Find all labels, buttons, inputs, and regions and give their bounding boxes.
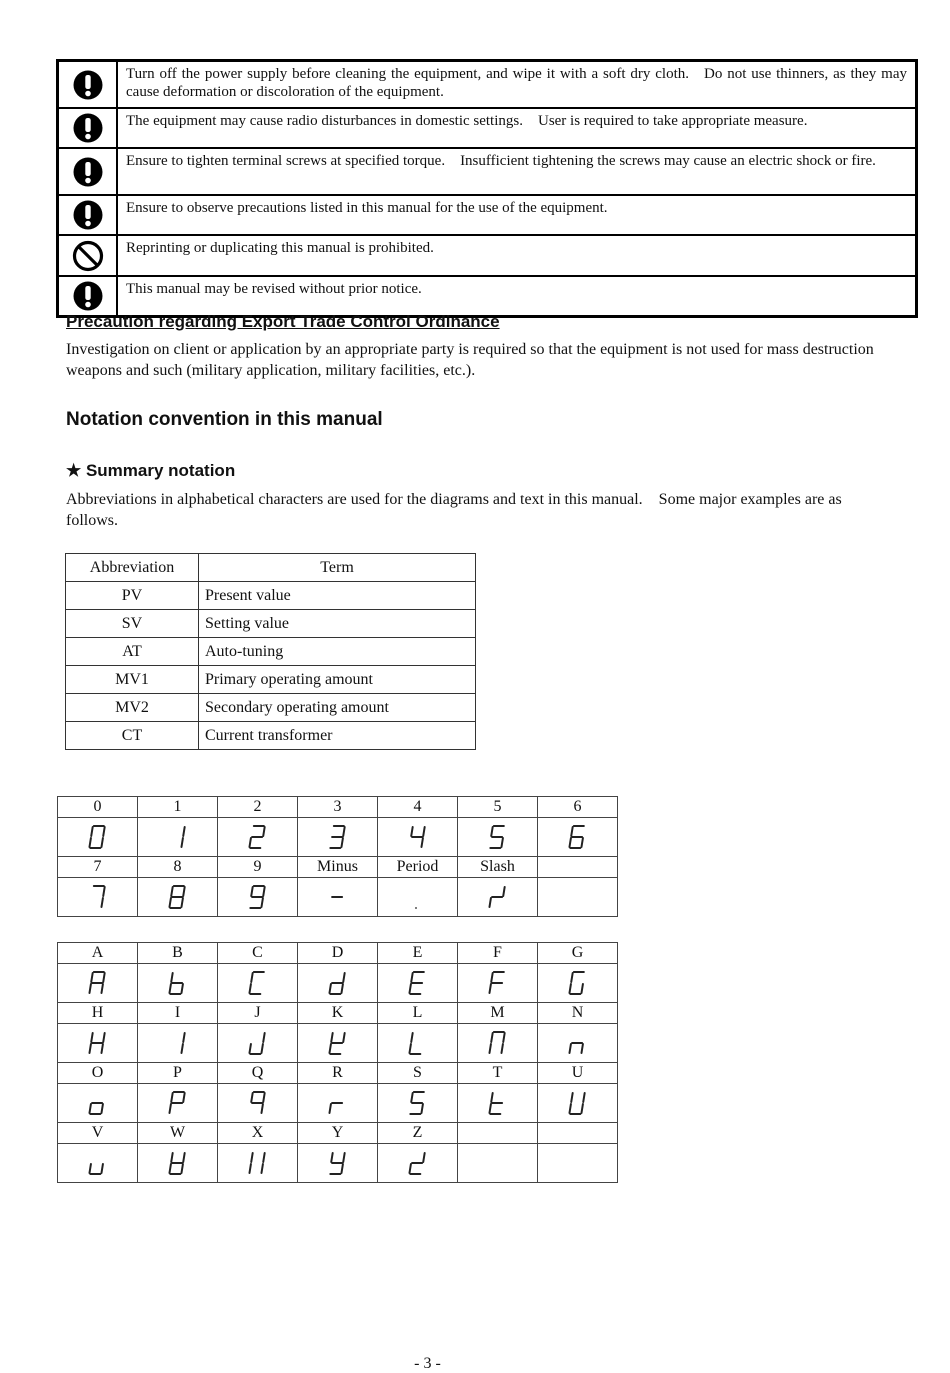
- seg-glyph: [218, 1144, 298, 1183]
- char-label: H: [58, 1003, 138, 1024]
- char-label: C: [218, 943, 298, 964]
- abbreviation-cell: MV2: [66, 694, 199, 722]
- column-header: Term: [199, 554, 476, 582]
- char-label: X: [218, 1123, 298, 1144]
- label-row: [58, 943, 618, 964]
- char-label: 2: [218, 797, 298, 818]
- table-row: [66, 666, 476, 694]
- seg-glyph: [138, 964, 218, 1003]
- table-row: [66, 638, 476, 666]
- seg-glyph: [58, 1084, 138, 1123]
- seg-glyph: [298, 878, 378, 917]
- char-label: Q: [218, 1063, 298, 1084]
- seg-glyph: [298, 1144, 378, 1183]
- abbreviation-cell: MV1: [66, 666, 199, 694]
- seg-glyph: [58, 1024, 138, 1063]
- seg-glyph: [138, 1024, 218, 1063]
- mandatory-icon: [58, 195, 118, 235]
- precaution-text: Ensure to observe precautions listed in this manual for the use of the equipment.: [117, 195, 917, 235]
- term-cell: Present value: [199, 582, 476, 610]
- seg-glyph: [538, 1024, 618, 1063]
- char-label: O: [58, 1063, 138, 1084]
- seg-glyph: [538, 964, 618, 1003]
- seg-glyph: [538, 1084, 618, 1123]
- char-label: A: [58, 943, 138, 964]
- seg-glyph: [458, 878, 538, 917]
- char-label: K: [298, 1003, 378, 1024]
- precaution-row: [58, 148, 917, 195]
- seg-glyph: [458, 818, 538, 857]
- term-cell: Secondary operating amount: [199, 694, 476, 722]
- label-row: [58, 1063, 618, 1084]
- char-label: 5: [458, 797, 538, 818]
- char-label: L: [378, 1003, 458, 1024]
- char-label: 6: [538, 797, 618, 818]
- abbreviation-table: [65, 553, 476, 750]
- precaution-row: [58, 108, 917, 148]
- seg-glyph: [378, 818, 458, 857]
- seg-glyph: [378, 1144, 458, 1183]
- seg-glyph: [538, 1144, 618, 1183]
- char-label: N: [538, 1003, 618, 1024]
- seg-glyph: [458, 1144, 538, 1183]
- char-label: [538, 1123, 618, 1144]
- seg-glyph: [138, 818, 218, 857]
- char-label: P: [138, 1063, 218, 1084]
- precaution-text: Reprinting or duplicating this manual is prohibited.: [117, 235, 917, 276]
- char-label: B: [138, 943, 218, 964]
- glyph-row: [58, 878, 618, 917]
- numeric-display-table: [57, 796, 618, 917]
- char-label: W: [138, 1123, 218, 1144]
- mandatory-icon: [58, 148, 118, 195]
- export-body: Investigation on client or application by an appropriate party is required so that the equipment is not used for mass destruction weapons and such (military application, military facilities, etc.).: [66, 341, 874, 379]
- term-cell: Current transformer: [199, 722, 476, 750]
- table-row: [66, 610, 476, 638]
- char-label: S: [378, 1063, 458, 1084]
- precaution-row: [58, 235, 917, 276]
- char-label: D: [298, 943, 378, 964]
- glyph-row: [58, 964, 618, 1003]
- seg-glyph: [58, 878, 138, 917]
- table-header-row: [66, 554, 476, 582]
- mandatory-icon: [58, 61, 118, 109]
- seg-glyph: [298, 818, 378, 857]
- char-label: U: [538, 1063, 618, 1084]
- seg-glyph: [138, 878, 218, 917]
- precaution-row: [58, 276, 917, 317]
- mandatory-icon: [58, 108, 118, 148]
- label-row: [58, 1003, 618, 1024]
- label-row: [58, 1123, 618, 1144]
- char-label: G: [538, 943, 618, 964]
- seg-glyph: [218, 964, 298, 1003]
- notation-heading: Notation convention in this manual: [66, 409, 383, 430]
- seg-glyph: [58, 964, 138, 1003]
- precaution-text: Turn off the power supply before cleaning the equipment, and wipe it with a soft dry cloth. Do not use thinners, as they may cause deformation or discoloration of the equipment.: [117, 61, 917, 109]
- char-label: 3: [298, 797, 378, 818]
- char-label: [458, 1123, 538, 1144]
- summary-heading: ★ Summary notation: [66, 461, 236, 480]
- seg-glyph: [218, 1084, 298, 1123]
- precaution-text: The equipment may cause radio disturbances in domestic settings. User is required to take appropriate measure.: [117, 108, 917, 148]
- seg-glyph: [458, 964, 538, 1003]
- char-label: 4: [378, 797, 458, 818]
- seg-glyph: [58, 1144, 138, 1183]
- char-label: V: [58, 1123, 138, 1144]
- term-cell: Primary operating amount: [199, 666, 476, 694]
- char-label: F: [458, 943, 538, 964]
- seg-glyph: [138, 1084, 218, 1123]
- glyph-row: [58, 1024, 618, 1063]
- abbreviation-cell: CT: [66, 722, 199, 750]
- abbreviation-cell: SV: [66, 610, 199, 638]
- seg-glyph: [378, 1084, 458, 1123]
- seg-glyph: [298, 1084, 378, 1123]
- term-cell: Setting value: [199, 610, 476, 638]
- seg-glyph: [458, 1024, 538, 1063]
- label-row: [58, 797, 618, 818]
- table-row: [66, 582, 476, 610]
- precaution-row: [58, 195, 917, 235]
- abbreviation-cell: PV: [66, 582, 199, 610]
- char-label: R: [298, 1063, 378, 1084]
- seg-glyph: [378, 964, 458, 1003]
- precaution-row: [58, 61, 917, 109]
- prohibited-icon: [58, 235, 118, 276]
- precaution-table: [56, 59, 918, 318]
- char-label: Y: [298, 1123, 378, 1144]
- glyph-row: [58, 1084, 618, 1123]
- table-row: [66, 694, 476, 722]
- precaution-text: Ensure to tighten terminal screws at specified torque. Insufficient tightening the screws may cause an electric shock or fire.: [117, 148, 917, 195]
- column-header: Abbreviation: [66, 554, 199, 582]
- seg-glyph: [218, 818, 298, 857]
- char-label: Period: [378, 857, 458, 878]
- char-label: T: [458, 1063, 538, 1084]
- seg-glyph: [378, 1024, 458, 1063]
- page-number: - 3 -: [414, 1355, 441, 1372]
- seg-glyph: [58, 818, 138, 857]
- char-label: 8: [138, 857, 218, 878]
- label-row: [58, 857, 618, 878]
- seg-glyph: [378, 878, 458, 917]
- summary-body: Abbreviations in alphabetical characters are used for the diagrams and text in this manual. Some major examples are as follows.: [66, 491, 842, 529]
- char-label: Z: [378, 1123, 458, 1144]
- seg-glyph: [218, 878, 298, 917]
- char-label: M: [458, 1003, 538, 1024]
- seg-glyph: [458, 1084, 538, 1123]
- char-label: 9: [218, 857, 298, 878]
- table-row: [66, 722, 476, 750]
- seg-glyph: [538, 878, 618, 917]
- char-label: [538, 857, 618, 878]
- abbreviation-cell: AT: [66, 638, 199, 666]
- term-cell: Auto-tuning: [199, 638, 476, 666]
- seg-glyph: [298, 964, 378, 1003]
- seg-glyph: [218, 1024, 298, 1063]
- char-label: 1: [138, 797, 218, 818]
- char-label: I: [138, 1003, 218, 1024]
- mandatory-icon: [58, 276, 118, 317]
- char-label: E: [378, 943, 458, 964]
- char-label: 0: [58, 797, 138, 818]
- char-label: Slash: [458, 857, 538, 878]
- glyph-row: [58, 1144, 618, 1183]
- export-heading: Precaution regarding Export Trade Control Ordinance: [66, 312, 500, 331]
- glyph-row: [58, 818, 618, 857]
- alphabet-display-table: [57, 942, 618, 1183]
- precaution-text: This manual may be revised without prior notice.: [117, 276, 917, 317]
- char-label: 7: [58, 857, 138, 878]
- seg-glyph: [138, 1144, 218, 1183]
- seg-glyph: [538, 818, 618, 857]
- char-label: Minus: [298, 857, 378, 878]
- seg-glyph: [298, 1024, 378, 1063]
- char-label: J: [218, 1003, 298, 1024]
